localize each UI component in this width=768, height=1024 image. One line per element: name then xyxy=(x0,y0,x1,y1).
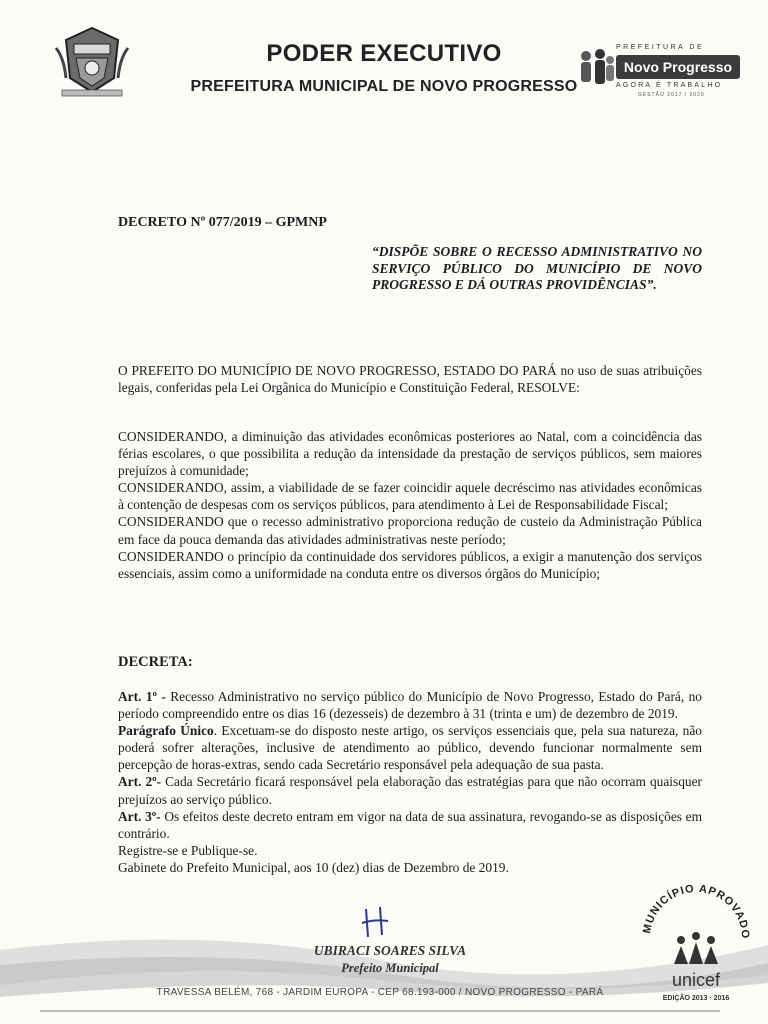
header-title: PODER EXECUTIVO xyxy=(266,40,502,67)
seal-edition: EDIÇÃO 2013 · 2016 xyxy=(662,995,730,1002)
article-3-text: Os efeitos deste decreto entram em vigor na data de sua assinatura, revogando-se as disposições em contrário. xyxy=(118,808,703,841)
article-2-text: Cada Secretário ficará responsável pela elaboração das estratégias para que não ocorram quaisquer prejuízos ao serviço público. xyxy=(118,774,702,807)
article-1-text: Recesso Administrativo no serviço público do Município de Novo Progresso, Estado do Pará, no período compreendido entre os dias 16 (dezesseis) de dezembro à 31 (trinta e um) de dezembro de 2019. xyxy=(118,689,702,722)
article-3 xyxy=(118,808,702,842)
article-2 xyxy=(118,773,702,807)
articles-block xyxy=(118,688,702,876)
decree-ementa: “DISPÕE SOBRE O RECESSO ADMINISTRATIVO NO SERVIÇO PÚBLICO DO MUNICÍPIO DE NOVO PROGRESSO E DÁ OUTRAS PROVIDÊNCIAS”. xyxy=(372,244,702,292)
logo-badge: Novo Progresso xyxy=(616,55,740,79)
paragrafo-unico-label: Parágrafo Único xyxy=(118,723,214,739)
seal-brand: unicef xyxy=(671,970,721,990)
seal-arc-text: MUNICÍPIO APROVADO xyxy=(641,882,752,940)
preamble: O PREFEITO DO MUNICÍPIO DE NOVO PROGRESSO, ESTADO DO PARÁ no uso de suas atribuições legais, conferidas pela Lei Orgânica do Município e Constituição Federal, RESOLVE: xyxy=(118,363,702,396)
considerandos-block xyxy=(118,428,702,582)
paragrafo-unico xyxy=(118,722,702,773)
considerando-1: CONSIDERANDO, a diminuição das atividades econômicas posteriores ao Natal, com a coincidência das férias escolares, o que possibilita a redução da intensidade da prestação de serviços públicos, sem maiores prejuízos à comunidade; xyxy=(118,429,702,479)
considerando-3: CONSIDERANDO que o recesso administrativo proporciona redução de custeio da Administração Pública em face da pouca demanda das atividades administrativas neste período; xyxy=(118,514,702,547)
footer-address: TRAVESSA BELÉM, 768 - JARDIM EUROPA - CEP 68.193-000 / NOVO PROGRESSO - PARÁ xyxy=(156,987,604,998)
decree-number: DECRETO Nº 077/2019 – GPMNP xyxy=(118,215,327,230)
article-3-label: Art. 3º- xyxy=(118,808,161,824)
considerando-2: CONSIDERANDO, assim, a viabilidade de se fazer coincidir aquele decréscimo nas atividades econômicas à contenção de despesas com os serviços públicos, para atendimento à Lei de Responsabilidade Fiscal; xyxy=(118,480,702,513)
unicef-seal-icon xyxy=(636,868,756,1008)
article-2-label: Art. 2º- xyxy=(118,774,162,790)
svg-text:MUNICÍPIO APROVADO xyxy=(641,883,751,940)
decreta-heading: DECRETA: xyxy=(118,654,193,670)
article-1-label: Art. 1º - xyxy=(118,689,166,704)
paragrafo-unico-text: . Excetuam-se do disposto neste artigo, os serviços essenciais que, pela sua natureza, não poderá sofrer alterações, inclusive de atendimento ao público, devendo funcionar normalmente sem percepção de horas-extras, sendo cada Secretário responsável pela adequação de sua pasta. xyxy=(118,723,702,773)
considerando-4: CONSIDERANDO o princípio da continuidade dos servidores públicos, a exigir a manutenção dos serviços essenciais, assim como a uniformidade na conduta entre os diversos órgãos do Município; xyxy=(118,548,702,581)
article-1 xyxy=(118,688,702,722)
novo-progresso-logo xyxy=(576,44,746,106)
handwritten-signature xyxy=(360,905,390,945)
signer-name: UBIRACI SOARES SILVA xyxy=(313,943,467,958)
registre-line: Registre-se e Publique-se. xyxy=(118,842,258,858)
signer-role: Prefeito Municipal xyxy=(341,961,439,975)
header-subtitle: PREFEITURA MUNICIPAL DE NOVO PROGRESSO xyxy=(190,78,578,95)
logo-gestao: GESTÃO 2017 / 2020 xyxy=(638,92,705,98)
logo-top-text: PREFEITURA DE xyxy=(616,44,705,51)
logo-slogan: AGORA É TRABALHO xyxy=(616,82,723,89)
gabinete-line: Gabinete do Prefeito Municipal, aos 10 (dez) dias de Dezembro de 2019. xyxy=(118,859,509,875)
people-logo-icon xyxy=(576,48,616,92)
